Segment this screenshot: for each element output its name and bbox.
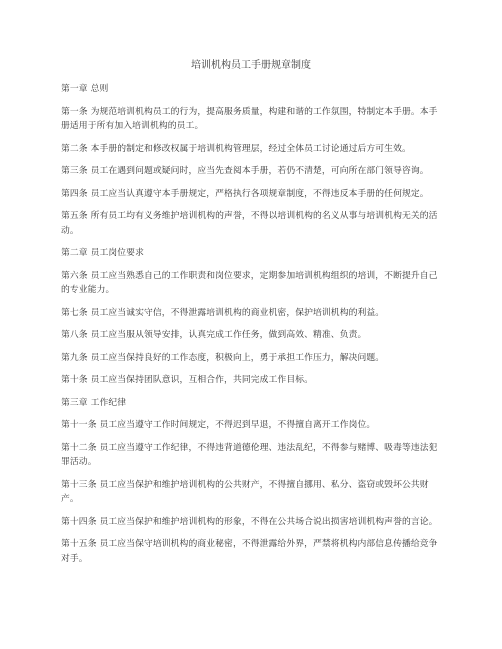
article-paragraph: 第六条 员工应当熟悉自己的工作职责和岗位要求，定期参加培训机构组织的培训，不断提升自己的专业能力。 — [61, 270, 438, 295]
chapter-heading: 第二章 员工岗位要求 — [61, 248, 144, 258]
article-paragraph: 第十四条 员工应当保护和维护培训机构的形象，不得在公共场合说出损害培训机构声誉的言论。 — [61, 516, 438, 527]
article-paragraph: 第五条 所有员工均有义务维护培训机构的声誉，不得以培训机构的名义从事与培训机构无关的活动。 — [61, 211, 438, 236]
article-paragraph: 第八条 员工应当服从领导安排，认真完成工作任务，做到高效、精准、负责。 — [61, 330, 367, 340]
article-paragraph: 第四条 员工应当认真遵守本手册规定，严格执行各项规章制度，不得违反本手册的任何规定。 — [61, 188, 429, 199]
article-paragraph: 第七条 员工应当诚实守信，不得泄露培训机构的商业机密，保护培训机构的利益。 — [61, 307, 385, 318]
article-paragraph: 第一条 为规范培训机构员工的行为，提高服务质量，构建和谐的工作氛围，特制定本手册。本手册适用于所有加入培训机构的员工。 — [61, 106, 438, 131]
article-paragraph: 第十二条 员工应当遵守工作纪律，不得违背道德伦理、违法乱纪，不得参与赌博、吸毒等违法犯罪活动。 — [61, 442, 438, 467]
article-paragraph: 第九条 员工应当保持良好的工作态度，积极向上，勇于承担工作压力，解决问题。 — [61, 352, 385, 363]
article-paragraph: 第十三条 员工应当保护和维护培训机构的公共财产，不得擅自挪用、私分、盗窃或毁坏公共财产。 — [61, 479, 429, 504]
document-body — [61, 82, 445, 574]
article-paragraph: 第十五条 员工应当保守培训机构的商业秘密，不得泄露给外界，严禁将机构内部信息传播给竞争对手。 — [61, 539, 438, 564]
chapter-heading: 第一章 总则 — [61, 84, 109, 94]
article-paragraph: 第三条 员工在遇到问题或疑问时，应当先查阅本手册，若仍不清楚，可向所在部门领导咨询。 — [61, 166, 429, 176]
article-paragraph: 第十一条 员工应当遵守工作时间规定，不得迟到早退，不得擅自离开工作岗位。 — [61, 420, 376, 430]
chapter-heading: 第三章 工作纪律 — [61, 397, 127, 408]
article-paragraph: 第二条 本手册的制定和修改权属于培训机构管理层，经过全体员工讨论通过后方可生效。 — [61, 143, 411, 154]
document-title: 培训机构员工手册规章制度 — [191, 60, 311, 71]
article-paragraph: 第十条 员工应当保持团队意识，互相合作，共同完成工作目标。 — [61, 375, 314, 385]
